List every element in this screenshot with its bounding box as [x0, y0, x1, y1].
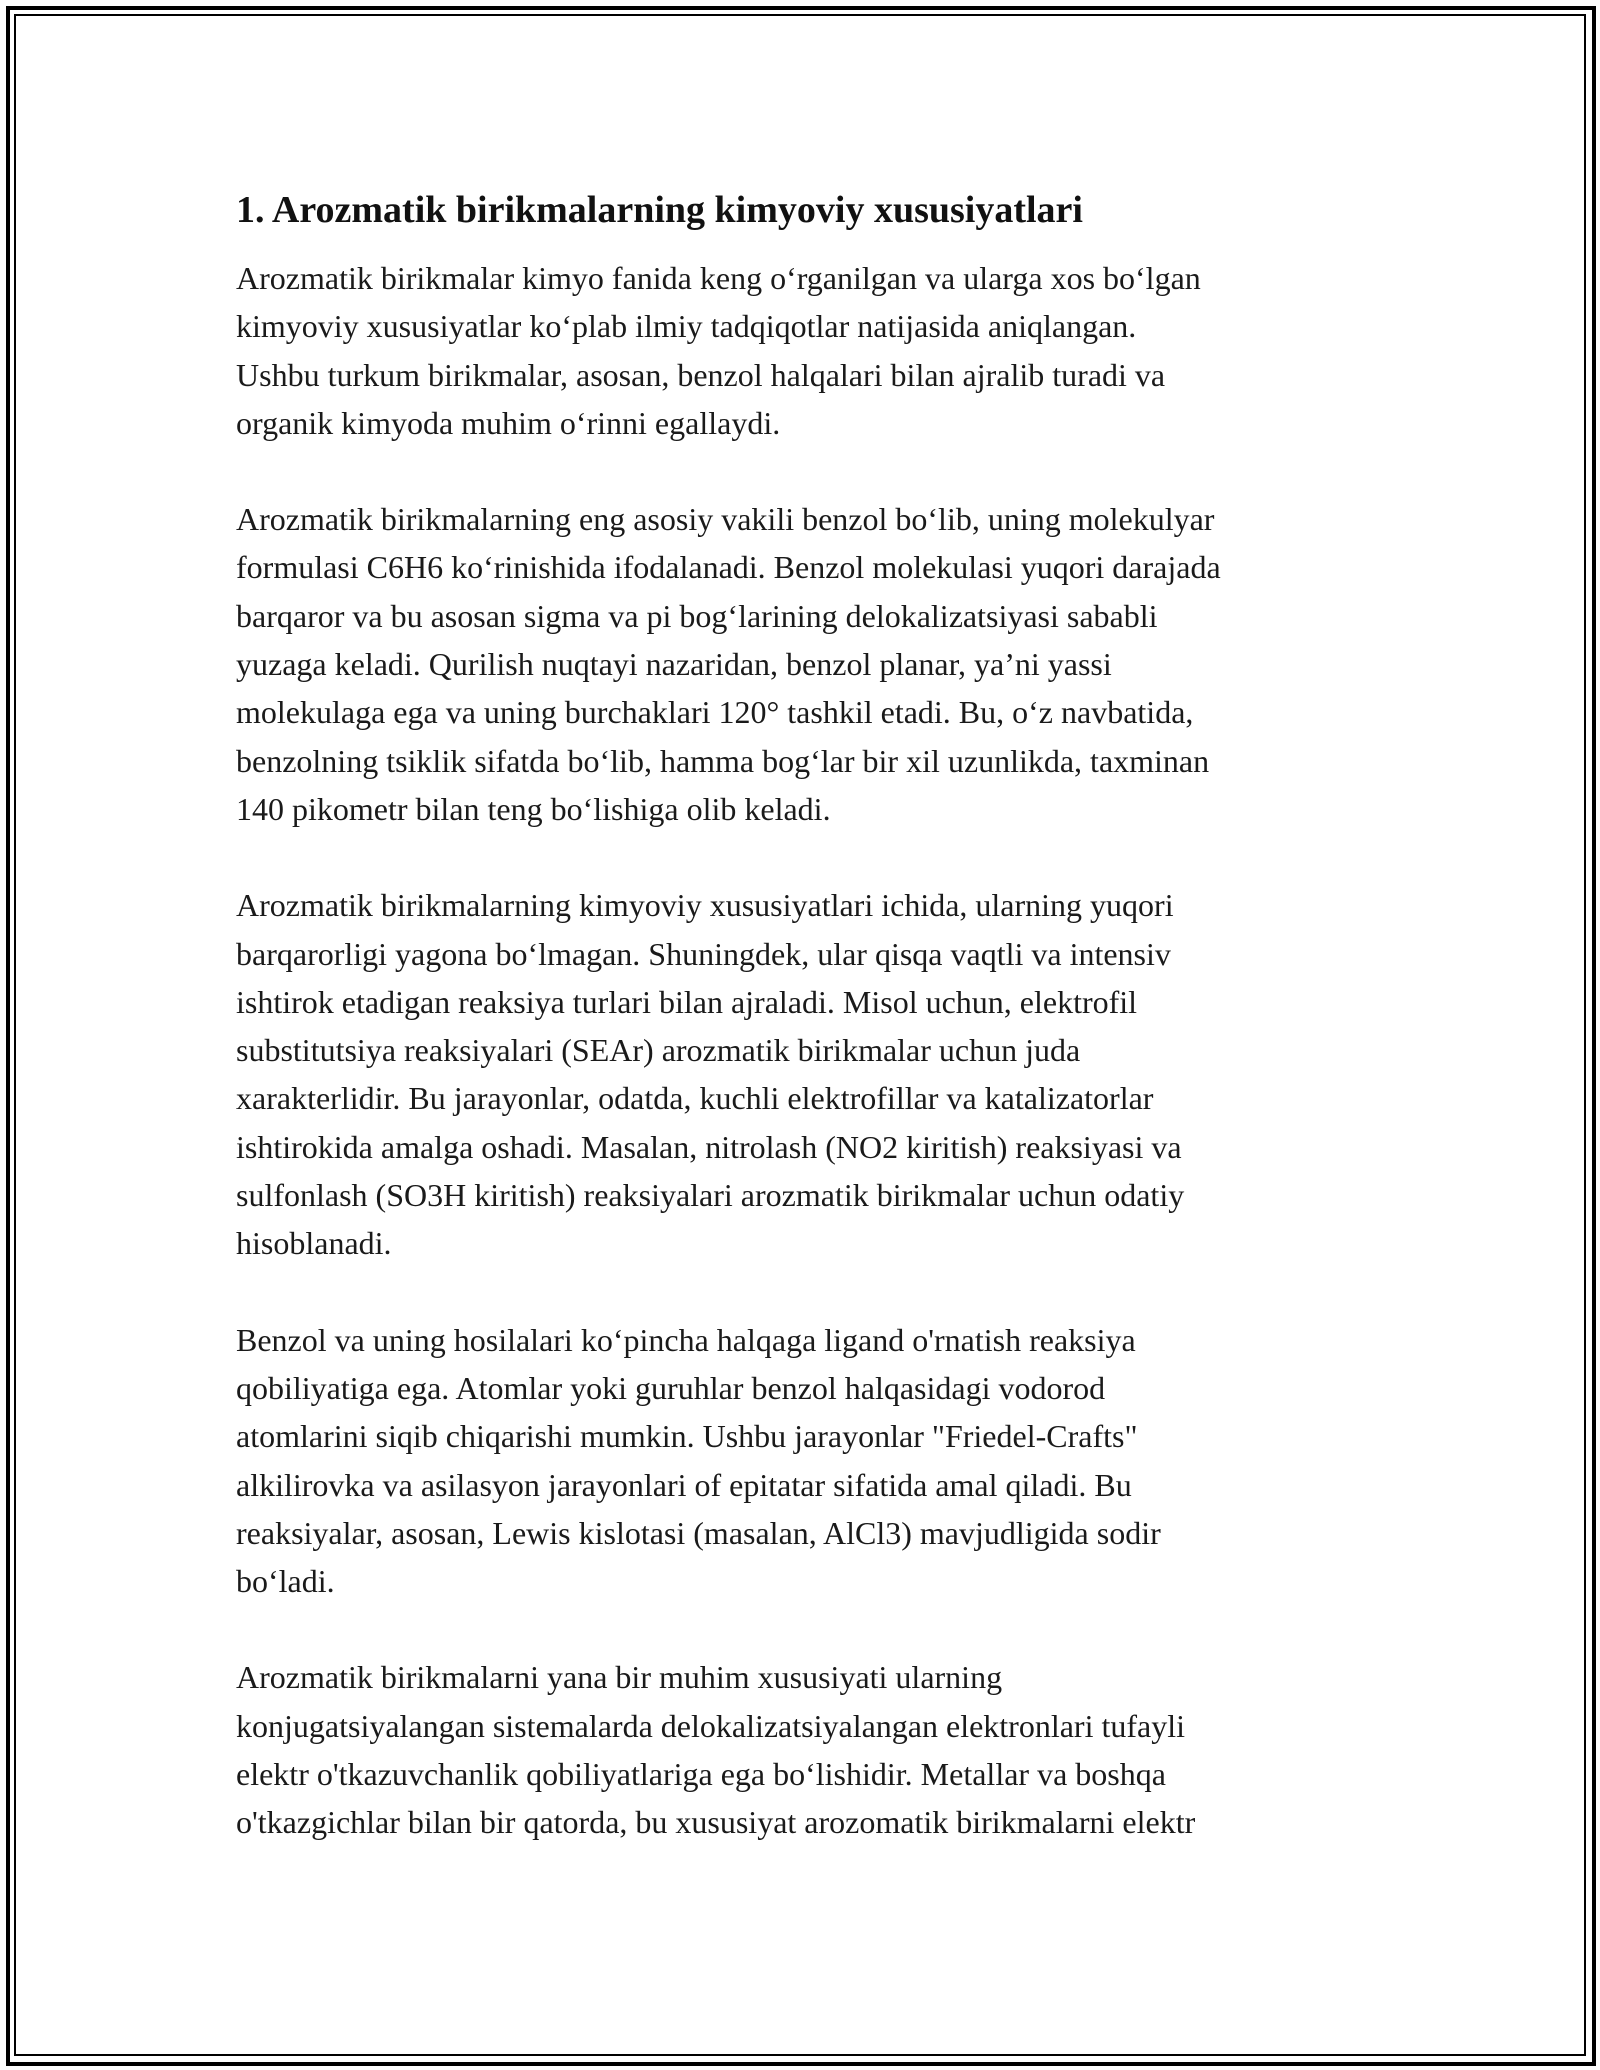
text-line: alkilirovka va asilasyon jarayonlari of epitatar sifatida amal qiladi. Bu	[236, 1466, 1132, 1503]
text-line: kimyoviy xususiyatlar ko‘plab ilmiy tadqiqotlar natijasida aniqlangan.	[236, 308, 1137, 345]
paragraph-3	[236, 881, 1396, 1267]
text-line: Arozmatik birikmalarning kimyoviy xususiyatlari ichida, ularning yuqori	[236, 887, 1174, 924]
text-line: barqarorligi yagona bo‘lmagan. Shuningdek, ular qisqa vaqtli va intensiv	[236, 935, 1171, 972]
paragraph-2	[236, 495, 1396, 833]
text-line: barqaror va bu asosan sigma va pi bog‘larining delokalizatsiyasi sababli	[236, 597, 1158, 634]
section-heading: 1. Arozmatik birikmalarning kimyoviy xususiyatlari	[236, 189, 1083, 231]
text-line: o'tkazgichlar bilan bir qatorda, bu xususiyat arozomatik birikmalarni elektr	[236, 1804, 1196, 1841]
text-line: Ushbu turkum birikmalar, asosan, benzol halqalari bilan ajralib turadi va	[236, 356, 1166, 393]
paragraph-5	[236, 1653, 1396, 1846]
text-line: qobiliyatiga ega. Atomlar yoki guruhlar benzol halqasidagi vodorod	[236, 1369, 1106, 1406]
text-line: reaksiyalar, asosan, Lewis kislotasi (masalan, AlCl3) mavjudligida sodir	[236, 1514, 1161, 1551]
text-line: Benzol va uning hosilalari ko‘pincha halqaga ligand o'rnatish reaksiya	[236, 1321, 1136, 1358]
text-line: organik kimyoda muhim o‘rinni egallaydi.	[236, 404, 781, 441]
text-line: molekulaga ega va uning burchaklari 120° tashkil etadi. Bu, o‘z navbatida,	[236, 694, 1194, 731]
text-line: xarakterlidir. Bu jarayonlar, odatda, kuchli elektrofillar va katalizatorlar	[236, 1080, 1154, 1117]
text-line: yuzaga keladi. Qurilish nuqtayi nazaridan, benzol planar, ya’ni yassi	[236, 646, 1112, 683]
text-line: bo‘ladi.	[236, 1563, 335, 1600]
text-line: Arozmatik birikmalarning eng asosiy vakili benzol bo‘lib, uning molekulyar	[236, 501, 1215, 538]
text-line: sulfonlash (SO3H kiritish) reaksiyalari arozmatik birikmalar uchun odatiy	[236, 1177, 1185, 1214]
text-line: substitutsiya reaksiyalari (SEAr) arozmatik birikmalar uchun juda	[236, 1032, 1081, 1069]
document-body	[236, 186, 1396, 1895]
text-line: 140 pikometr bilan teng bo‘lishiga olib keladi.	[236, 790, 831, 827]
text-line: ishtirok etadigan reaksiya turlari bilan ajraladi. Misol uchun, elektrofil	[236, 983, 1138, 1020]
text-line: elektr o'tkazuvchanlik qobiliyatlariga ega bo‘lishidir. Metallar va boshqa	[236, 1756, 1166, 1793]
text-line: konjugatsiyalangan sistemalarda delokalizatsiyalangan elektronlari tufayli	[236, 1707, 1185, 1744]
text-line: benzolning tsiklik sifatda bo‘lib, hamma bog‘lar bir xil uzunlikda, taxminan	[236, 742, 1210, 779]
text-line: Arozmatik birikmalar kimyo fanida keng o‘rganilgan va ularga xos bo‘lgan	[236, 260, 1201, 296]
paragraph-4	[236, 1316, 1396, 1606]
text-line: formulasi C6H6 ko‘rinishida ifodalanadi. Benzol molekulasi yuqori darajada	[236, 549, 1221, 586]
text-line: atomlarini siqib chiqarishi mumkin. Ushbu jarayonlar "Friedel-Crafts"	[236, 1418, 1138, 1455]
text-line: Arozmatik birikmalarni yana bir muhim xususiyati ularning	[236, 1659, 1003, 1696]
text-line: ishtirokida amalga oshadi. Masalan, nitrolash (NO2 kiritish) reaksiyasi va	[236, 1128, 1182, 1165]
text-line: hisoblanadi.	[236, 1225, 392, 1262]
paragraph-1	[236, 254, 1396, 447]
